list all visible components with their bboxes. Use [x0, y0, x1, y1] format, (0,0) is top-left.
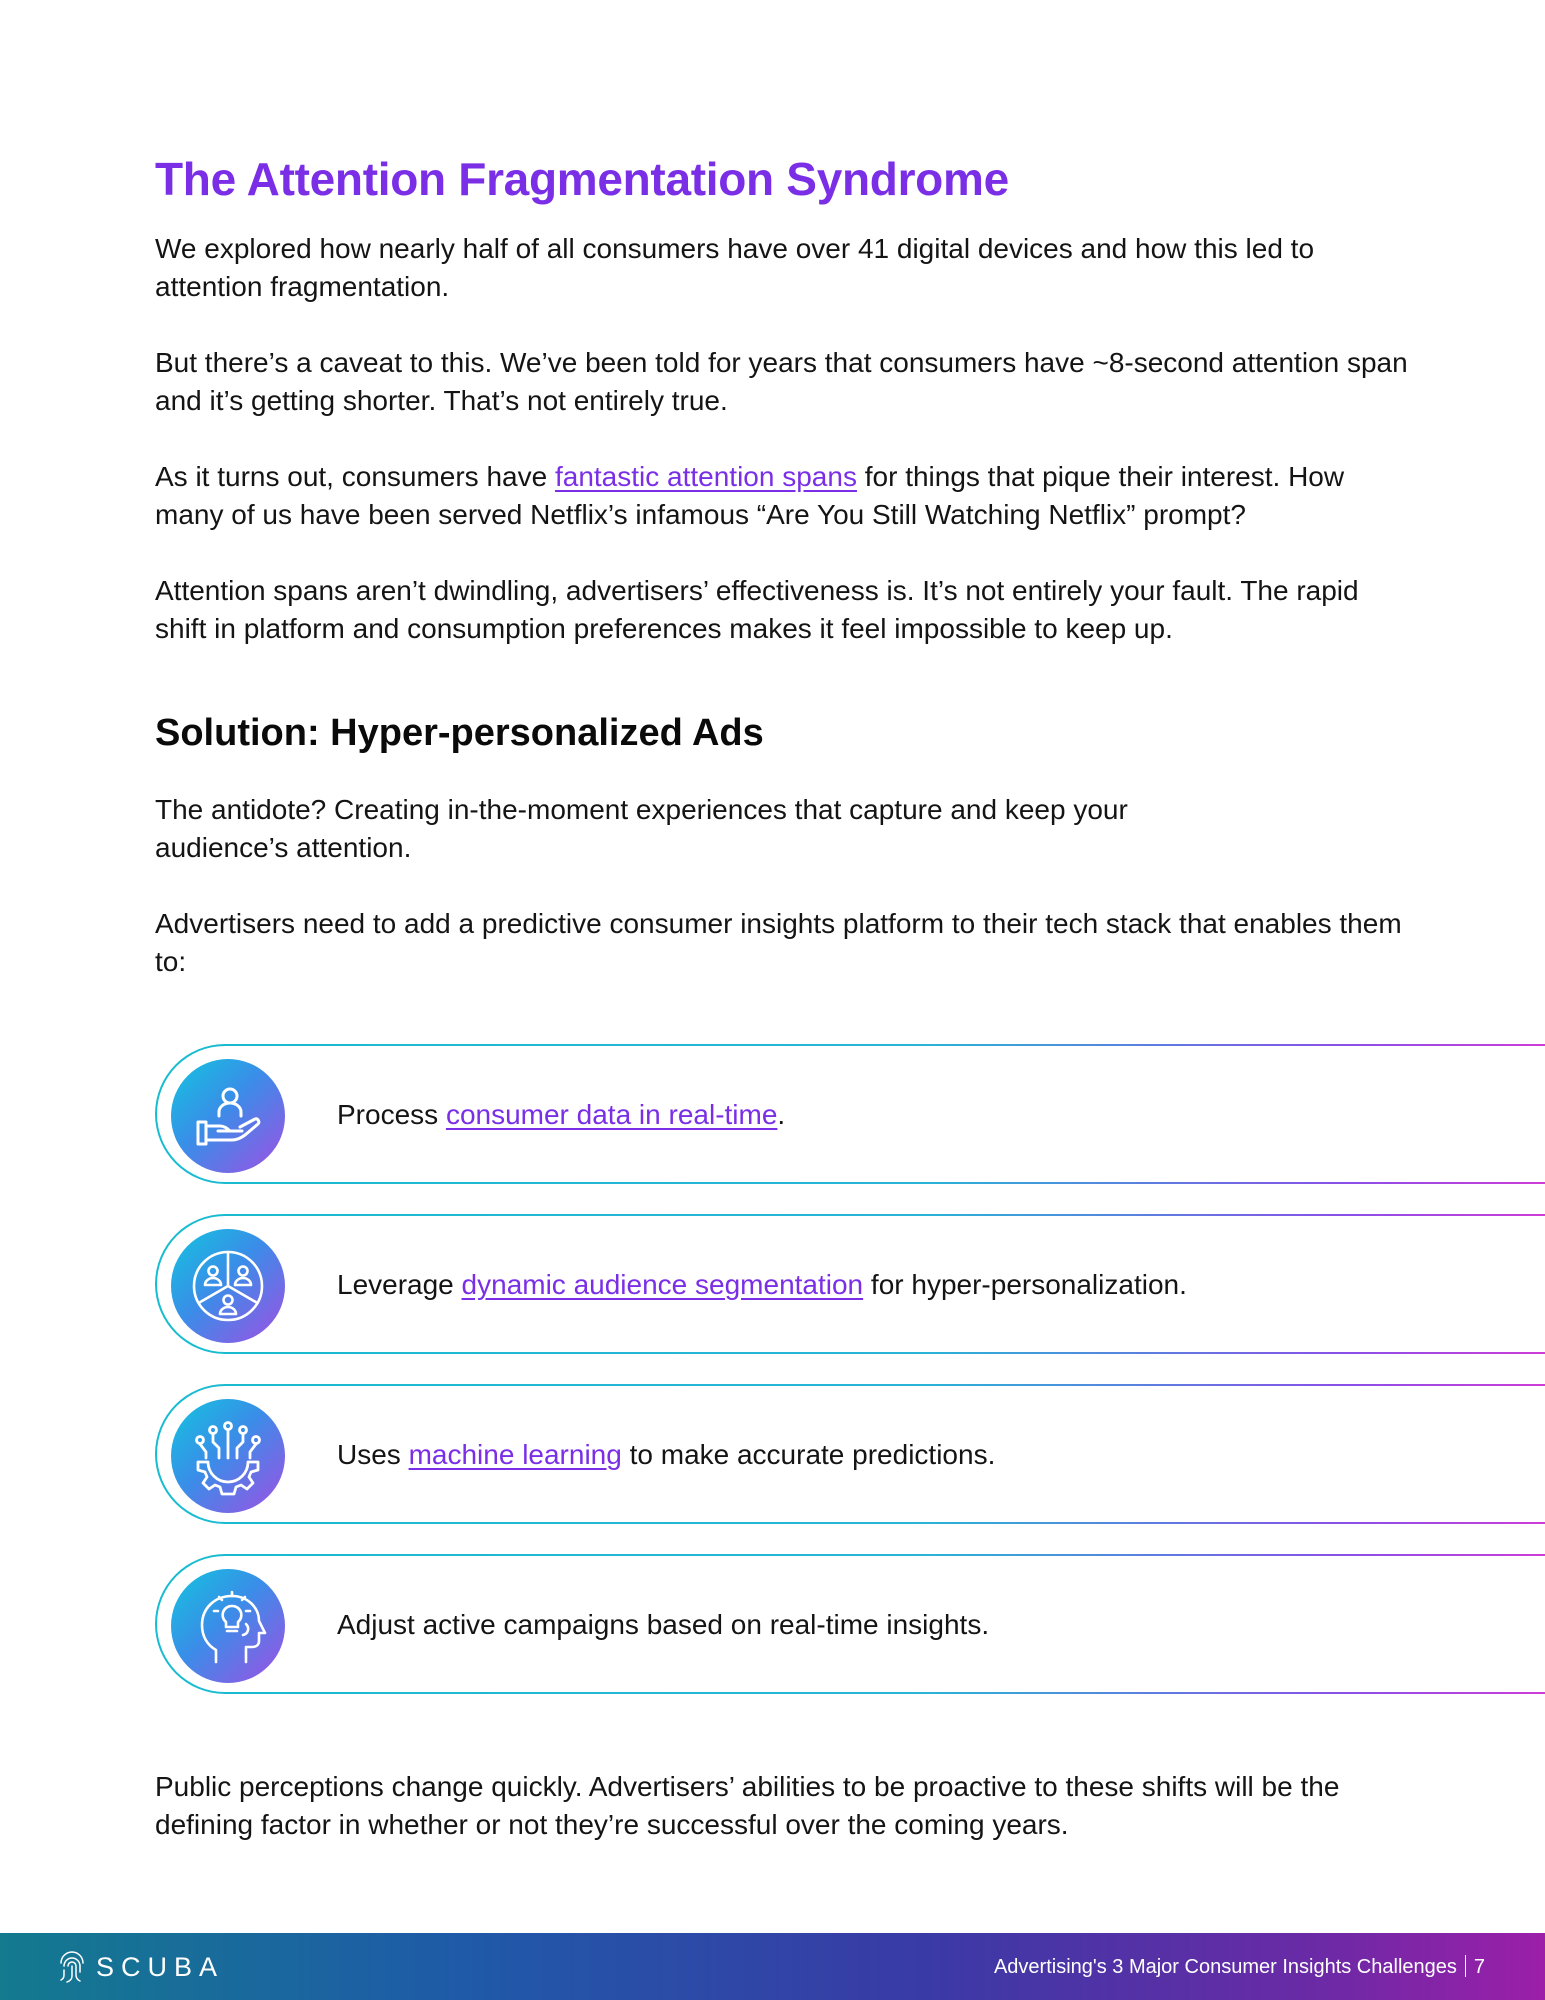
- footer-divider: [1465, 1955, 1466, 1977]
- page-footer: [0, 1933, 1545, 2000]
- page-title: The Attention Fragmentation Syndrome: [155, 153, 1009, 205]
- intro-paragraph-2-text: But there’s a caveat to this. We’ve been told for years that consumers have ~8-second attention span and it’s getting shorter. That’s not entirely true.: [155, 347, 1408, 416]
- intro-paragraph-2: [155, 344, 1415, 420]
- gear-circuit-icon: [171, 1399, 285, 1513]
- benefit-item-4-text: Adjust active campaigns based on real-time insights.: [337, 1609, 990, 1640]
- scuba-logo: [58, 1950, 224, 1984]
- benefit-item-3: [155, 1384, 1545, 1524]
- benefit-item-2: [155, 1214, 1545, 1354]
- benefit-item-2-text: [337, 1266, 1187, 1304]
- intro-paragraph-3-text-end: for things that pique their interest. How many of us have been served Netflix’s infamous “Are You Still Watching Netflix” prompt?: [155, 461, 1345, 530]
- closing-paragraph: Public perceptions change quickly. Advertisers’ abilities to be proactive to these shifts will be the defining factor in whether or not they’re successful over the coming years.: [155, 1771, 1340, 1840]
- intro-paragraph-3: [155, 458, 1415, 534]
- benefit-item-3-text-start: Uses: [337, 1439, 409, 1470]
- benefit-item-1-text-start: Process: [337, 1099, 446, 1130]
- fantastic-attention-spans-link[interactable]: fantastic attention spans: [554, 461, 857, 492]
- solution-heading: Solution: Hyper-personalized Ads: [155, 712, 764, 754]
- intro-paragraph-1-text: We explored how nearly half of all consumers have over 41 digital devices and how this led to attention fragmentation.: [155, 233, 1315, 302]
- benefit-item-3-text: [337, 1436, 995, 1474]
- benefit-item-1: [155, 1044, 1545, 1184]
- hand-holding-person-icon: [171, 1059, 285, 1173]
- page-number: 7: [1473, 1956, 1485, 1978]
- footer-doc-title: Advertising's 3 Major Consumer Insights Challenges: [993, 1956, 1457, 1978]
- benefit-item-2-text-start: Leverage: [337, 1269, 462, 1300]
- footer-brand: SCUBA: [96, 1951, 225, 1982]
- head-lightbulb-icon: [171, 1569, 285, 1683]
- machine-learning-link[interactable]: machine learning: [408, 1439, 622, 1470]
- dynamic-audience-segmentation-link[interactable]: dynamic audience segmentation: [461, 1269, 864, 1300]
- intro-paragraph-1: [155, 230, 1415, 306]
- footer-doc-info: [994, 1955, 1485, 1979]
- benefit-item-1-text-end: .: [777, 1099, 786, 1130]
- solution-paragraph-2: Advertisers need to add a predictive consumer insights platform to their tech stack that enables them to:: [155, 908, 1402, 977]
- solution-paragraph-1: The antidote? Creating in-the-moment experiences that capture and keep your audience’s attention.: [155, 794, 1128, 863]
- intro-paragraph-4: [155, 572, 1415, 648]
- benefit-item-1-text: [337, 1096, 785, 1134]
- fingerprint-icon: [58, 1950, 86, 1984]
- benefit-item-3-text-end: to make accurate predictions.: [621, 1439, 996, 1470]
- intro-paragraph-3-text-start: As it turns out, consumers have: [155, 461, 555, 492]
- benefit-item-4: [155, 1554, 1545, 1694]
- benefit-item-2-text-end: for hyper-personalization.: [863, 1269, 1187, 1300]
- intro-paragraph-4-text: Attention spans aren’t dwindling, advertisers’ effectiveness is. It’s not entirely your fault. The rapid shift in platform and consumption preferences makes it feel impossible to keep up.: [155, 575, 1359, 644]
- consumer-data-in-real-time-link[interactable]: consumer data in real-time: [445, 1099, 778, 1130]
- audience-segments-icon: [171, 1229, 285, 1343]
